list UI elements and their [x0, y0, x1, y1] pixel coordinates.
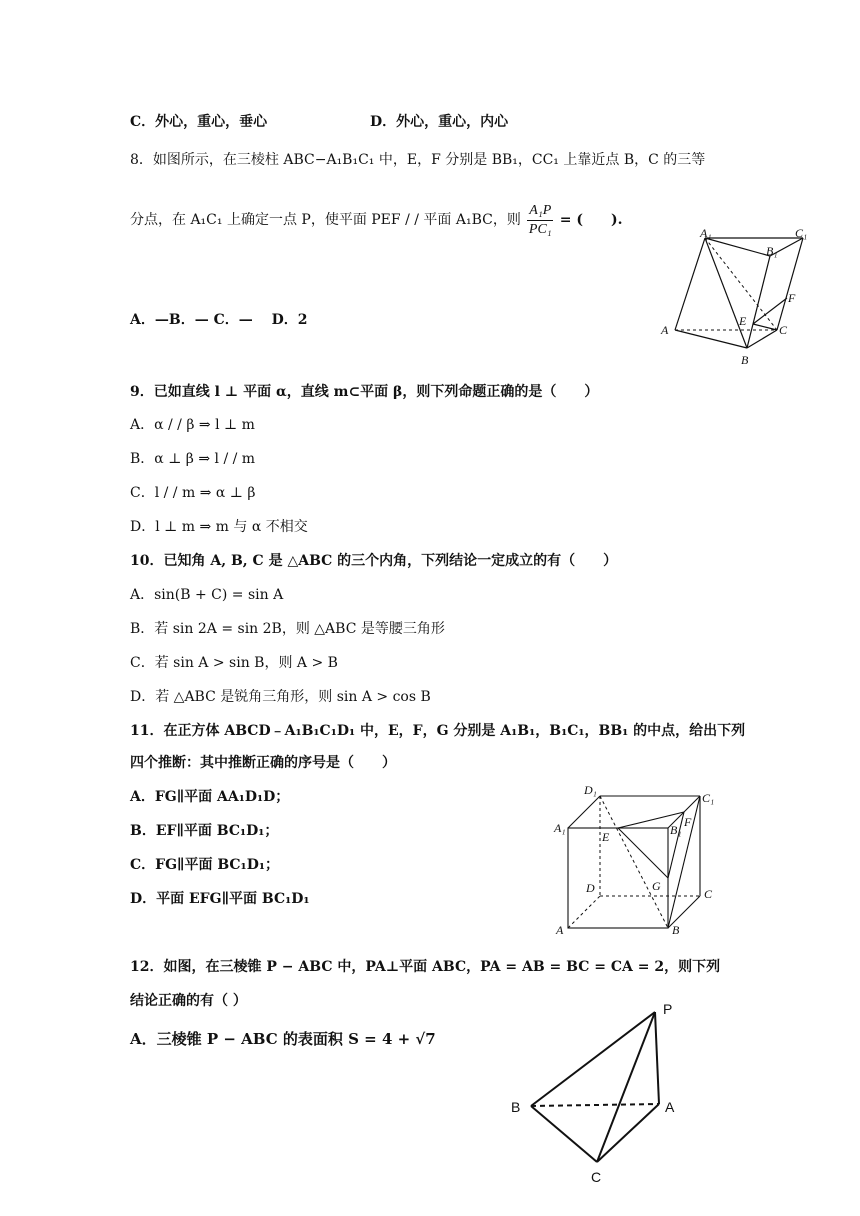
q10-option-c: C．若 sin A > sin B，则 A > B — [130, 655, 338, 671]
q11-label-f: F — [684, 815, 692, 829]
q12-option-a: A．三棱锥 P − ABC 的表面积 S = 4 + √7 — [130, 1030, 436, 1048]
q11-label-c: C — [704, 887, 713, 901]
q11-label-c1: C₁ — [702, 791, 715, 805]
q8-label-e: E — [739, 314, 747, 328]
q8-ratio-numerator: A₁P — [527, 202, 553, 221]
q11-label-d1: D₁ — [584, 783, 597, 797]
q11-label-g: G — [652, 879, 661, 893]
q10-stem: 10．已知角 A, B, C 是 △ABC 的三个内角，下列结论一定成立的有（ ） — [130, 553, 618, 569]
q8-label-b1: B₁ — [766, 244, 778, 258]
q11-label-b: B — [672, 923, 680, 937]
q11-label-a: A — [556, 923, 564, 937]
q11-label-d: D — [586, 881, 595, 895]
q9-option-a: A．α / / β ⇒ l ⊥ m — [130, 417, 255, 433]
q11-stem-line2: 四个推断：其中推断正确的序号是（ ） — [130, 755, 396, 771]
q8-stem-line1: 8．如图所示，在三棱柱 ABC−A₁B₁C₁ 中，E，F 分别是 BB₁，CC₁ 上靠近点 B，C 的三等 — [130, 152, 706, 168]
q8-stem-pre: 分点，在 A₁C₁ 上确定一点 P，使平面 PEF / / 平面 A₁BC，则 — [130, 212, 521, 228]
q11-cube-figure — [548, 778, 728, 938]
q11-label-e: E — [602, 830, 610, 844]
q11-option-b: B．EF∥平面 BC₁D₁； — [130, 823, 279, 839]
q9-option-c: C．l / / m ⇒ α ⊥ β — [130, 485, 256, 501]
q10-option-d: D．若 △ABC 是锐角三角形，则 sin A > cos B — [130, 689, 431, 705]
q8-options: A．—B．— C．— D．2 — [130, 312, 308, 328]
q11-option-a: A．FG∥平面 AA₁D₁D； — [130, 789, 290, 805]
q11-option-c: C．FG∥平面 BC₁D₁； — [130, 857, 279, 873]
q12-label-b: B — [511, 1099, 521, 1115]
q12-label-a: A — [665, 1099, 675, 1115]
q8-prism-figure — [655, 226, 825, 371]
q8-ratio-fraction — [527, 202, 553, 239]
q9-option-b: B．α ⊥ β ⇒ l / / m — [130, 451, 256, 467]
q10-option-b: B．若 sin 2A = sin 2B，则 △ABC 是等腰三角形 — [130, 621, 445, 637]
q8-ratio-denominator: PC₁ — [528, 221, 552, 237]
q10-option-a: A．sin(B + C) = sin A — [130, 587, 284, 603]
q8-label-c: C — [779, 323, 788, 337]
q8-label-a1: A₁ — [700, 226, 712, 240]
q12-stem-line1: 12．如图，在三棱锥 P − ABC 中，PA⊥平面 ABC，PA = AB = BC = CA = 2，则下列 — [130, 959, 721, 975]
q8-label-f: F — [788, 291, 796, 305]
q11-stem-line1: 11．在正方体 ABCD﹣A₁B₁C₁D₁ 中，E，F，G 分别是 A₁B₁，B₁C₁，BB₁ 的中点，给出下列 — [130, 723, 746, 739]
q8-label-c1: C₁ — [795, 226, 808, 240]
q8-stem-post: = ( ). — [559, 212, 623, 228]
q9-stem: 9．已如直线 l ⊥ 平面 α，直线 m⊂平面 β，则下列命题正确的是（ ） — [130, 384, 599, 400]
q11-label-b1: B₁ — [670, 823, 682, 837]
q8-label-a: A — [661, 323, 669, 337]
q7-option-d: D．外心，重心，内心 — [370, 114, 509, 130]
q8-label-b: B — [741, 353, 749, 367]
q9-option-d: D．l ⊥ m ⇒ m 与 α 不相交 — [130, 519, 308, 535]
q11-label-a1: A₁ — [554, 821, 566, 835]
q12-label-p: P — [663, 1001, 673, 1017]
q12-label-c: C — [591, 1169, 602, 1185]
q12-stem-line2: 结论正确的有（ ） — [130, 993, 247, 1009]
q12-pyramid-figure — [505, 1000, 695, 1190]
q11-option-d: D．平面 EFG∥平面 BC₁D₁ — [130, 891, 310, 907]
q8-stem-line2 — [130, 198, 622, 242]
q7-option-c: C．外心，重心，垂心 — [130, 114, 268, 130]
